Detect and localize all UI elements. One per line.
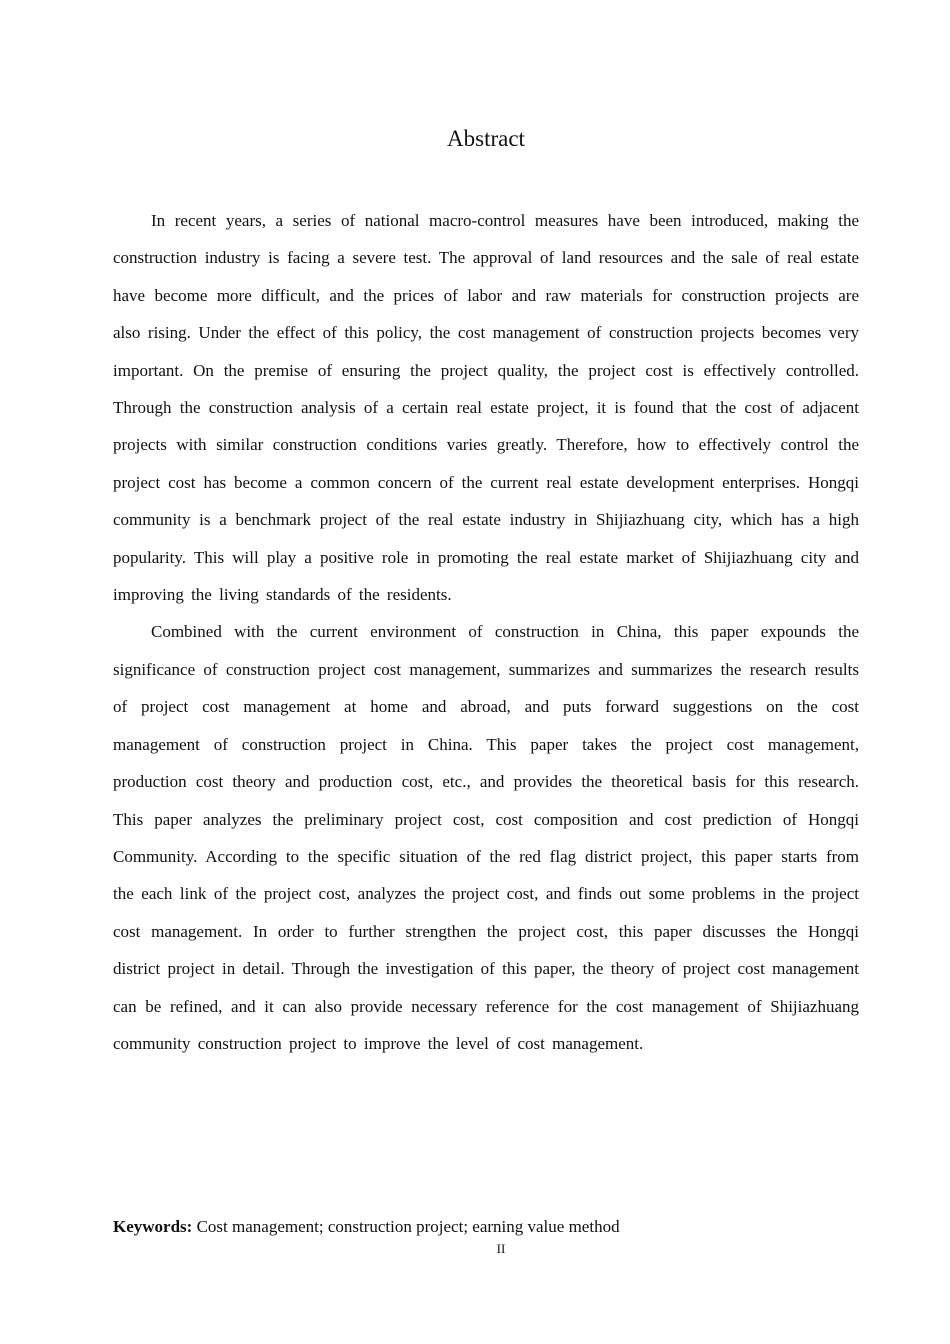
keywords-label: Keywords: — [113, 1217, 193, 1236]
abstract-paragraph-2: Combined with the current environment of construction in China, this paper expounds the significance of construction project cost management, summarizes and summarizes the research results of project cost management at home and abroad, and puts forward suggestions on the cost management of construction project in China. This paper takes the project cost management, production cost theory and production cost, etc., and provides the theoretical basis for this research. This paper analyzes the preliminary project cost, cost composition and cost prediction of Hongqi Community. According to the specific situation of the red flag district project, this paper starts from the each link of the project cost, analyzes the project cost, and finds out some problems in the project cost management. In order to further strengthen the project cost, this paper discusses the Hongqi district project in detail. Through the investigation of this paper, the theory of project cost management can be refined, and it can also provide necessary reference for the cost management of Shijiazhuang community construction project to improve the level of cost management. — [113, 622, 859, 1053]
abstract-body — [113, 202, 859, 1062]
keywords-text: Cost management; construction project; earning value method — [192, 1217, 620, 1236]
abstract-paragraph-1: In recent years, a series of national macro-control measures have been introduced, making the construction industry is facing a severe test. The approval of land resources and the sale of real estate have become more difficult, and the prices of labor and raw materials for construction projects are also rising. Under the effect of this policy, the cost management of construction projects becomes very important. On the premise of ensuring the project quality, the project cost is effectively controlled. Through the construction analysis of a certain real estate project, it is found that the cost of adjacent projects with similar construction conditions varies greatly. Therefore, how to effectively control the project cost has become a common concern of the current real estate development enterprises. Hongqi community is a benchmark project of the real estate industry in Shijiazhuang city, which has a high popularity. This will play a positive role in promoting the real estate market of Shijiazhuang city and improving the living standards of the residents. — [113, 211, 859, 605]
page-number: II — [496, 1241, 506, 1256]
abstract-title: Abstract — [447, 126, 525, 151]
keywords-line — [113, 1215, 859, 1239]
